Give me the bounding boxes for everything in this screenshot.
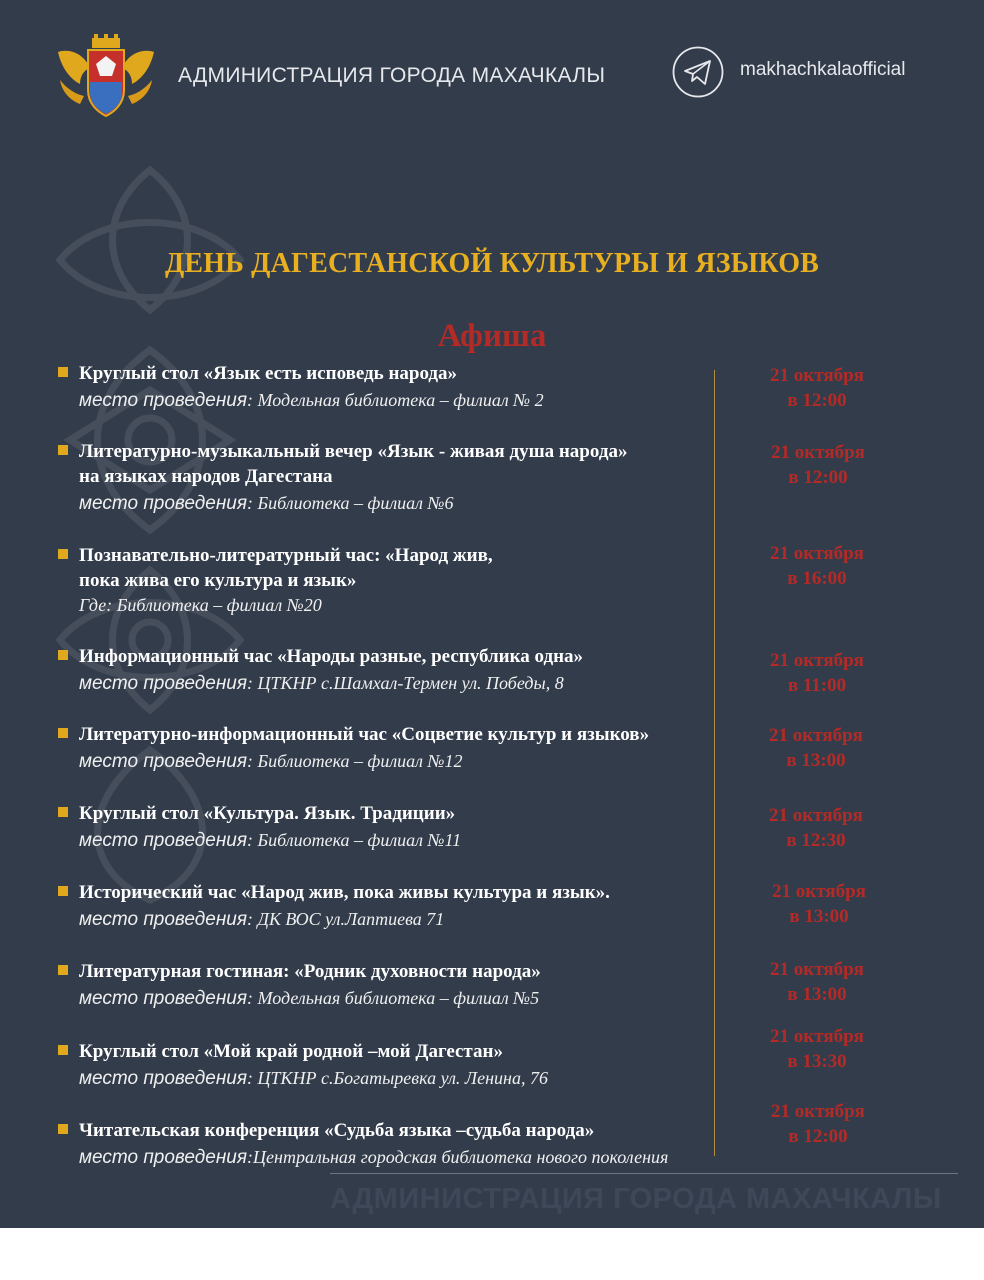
event-title: Литературно-информационный час «Соцветие культур и языков» [79,724,650,745]
event-time: в 11:00 [787,675,847,696]
event-item [56,361,756,415]
event-datetime [742,957,892,1007]
event-date: 21 октября [770,365,864,386]
event-date: 21 октября [770,650,864,671]
bullet-square-icon [58,650,68,660]
place-label: место проведения [79,751,248,772]
bullet-square-icon [58,445,68,455]
event-item [56,439,756,518]
event-time: в 12:00 [788,467,848,488]
bullet-square-icon [58,886,68,896]
place-value: : Библиотека – филиал №11 [247,830,462,850]
event-time: в 12:00 [787,390,847,411]
event-title: Информационный час «Народы разные, республика одна» [79,646,584,667]
event-title: Литературно-музыкальный вечер «Язык - живая душа народа» на языках народов Дагестана [79,441,628,487]
event-time: в 13:00 [789,906,849,927]
page-title: ДЕНЬ ДАГЕСТАНСКОЙ КУЛЬТУРЫ И ЯЗЫКОВ [164,248,820,279]
place-value: : Библиотека – филиал №6 [247,493,454,513]
event-time: в 12:00 [788,1126,848,1147]
place-label: место проведения [79,493,248,514]
bullet-square-icon [58,807,68,817]
event-time: в 13:00 [786,750,846,771]
event-item [56,1039,756,1093]
bullet-square-icon [58,1124,68,1134]
place-label: место проведения [79,1068,248,1089]
event-date: 21 октября [770,959,864,980]
event-datetime [743,1099,893,1149]
event-date: 21 октября [770,1026,864,1047]
event-place [79,905,756,934]
event-place [79,669,756,698]
bullet-square-icon [58,965,68,975]
event-place [79,1064,756,1093]
place-value: : ДК ВОС ул.Лаптиева 71 [247,909,445,929]
event-place [79,1143,756,1172]
event-date: 21 октября [771,442,865,463]
event-title: Познавательно-литературный час: «Народ жив, пока жива его культура и язык» [79,545,493,591]
event-item [56,801,756,855]
city-coat-of-arms-logo [50,34,162,118]
event-time: в 12:30 [786,830,846,851]
event-place [79,984,756,1013]
event-date: 21 октября [770,543,864,564]
event-date: 21 октября [771,1101,865,1122]
event-datetime [741,803,891,853]
place-value: : ЦТКНР с.Шамхал-Термен ул. Победы, 8 [247,673,564,693]
place-value: : Модельная библиотека – филиал № 2 [247,390,544,410]
event-time: в 16:00 [787,568,847,589]
footer-watermark: АДМИНИСТРАЦИЯ ГОРОДА МАХАЧКАЛЫ [330,1183,942,1215]
telegram-handle[interactable]: makhachkalaofficial [740,59,906,80]
place-label: место проведения [79,988,248,1009]
event-time: в 13:00 [787,984,847,1005]
event-date: 21 октября [769,805,863,826]
place-value: : Библиотека – филиал №12 [247,751,463,771]
event-item [56,722,756,776]
bullet-square-icon [58,1045,68,1055]
event-item [56,543,756,617]
place-value: : Модельная библиотека – филиал №5 [247,988,540,1008]
event-place [79,489,756,518]
footer-divider [330,1173,958,1174]
event-place: Где: Библиотека – филиал №20 [79,595,322,615]
poster-subtitle: Афиша [437,318,547,354]
place-label: место проведения [79,673,248,694]
event-datetime [742,541,892,591]
place-value: :Центральная городская библиотека нового поколения [247,1147,669,1167]
bullet-square-icon [58,549,68,559]
event-title: Литературная гостиная: «Родник духовности народа» [79,961,541,982]
organization-name: АДМИНИСТРАЦИЯ ГОРОДА МАХАЧКАЛЫ [178,64,606,87]
event-datetime [742,363,892,413]
event-title: Круглый стол «Мой край родной –мой Дагестан» [79,1041,503,1062]
event-place [79,747,756,776]
place-label: место проведения [79,390,248,411]
event-item [56,1118,756,1172]
event-place [79,826,756,855]
bullet-square-icon [58,367,68,377]
event-datetime [742,648,892,698]
bullet-square-icon [58,728,68,738]
event-title: Круглый стол «Культура. Язык. Традиции» [79,803,456,824]
event-datetime [742,1024,892,1074]
event-datetime [741,723,891,773]
event-date: 21 октября [772,881,866,902]
place-label: место проведения [79,909,248,930]
telegram-icon[interactable] [672,46,724,98]
event-date: 21 октября [769,725,863,746]
event-title: Исторический час «Народ жив, пока живы культура и язык». [79,882,610,903]
event-time: в 13:30 [787,1051,847,1072]
event-item [56,959,756,1013]
event-item [56,880,756,934]
event-place [79,386,756,415]
place-label: место проведения [79,830,248,851]
event-title: Круглый стол «Язык есть исповедь народа» [79,363,458,384]
event-item [56,644,756,698]
place-value: : ЦТКНР с.Богатыревка ул. Ленина, 76 [247,1068,548,1088]
event-datetime [744,879,894,929]
event-datetime [743,440,893,490]
place-label: место проведения [79,1147,248,1168]
event-title: Читательская конференция «Судьба языка –судьба народа» [79,1120,595,1141]
